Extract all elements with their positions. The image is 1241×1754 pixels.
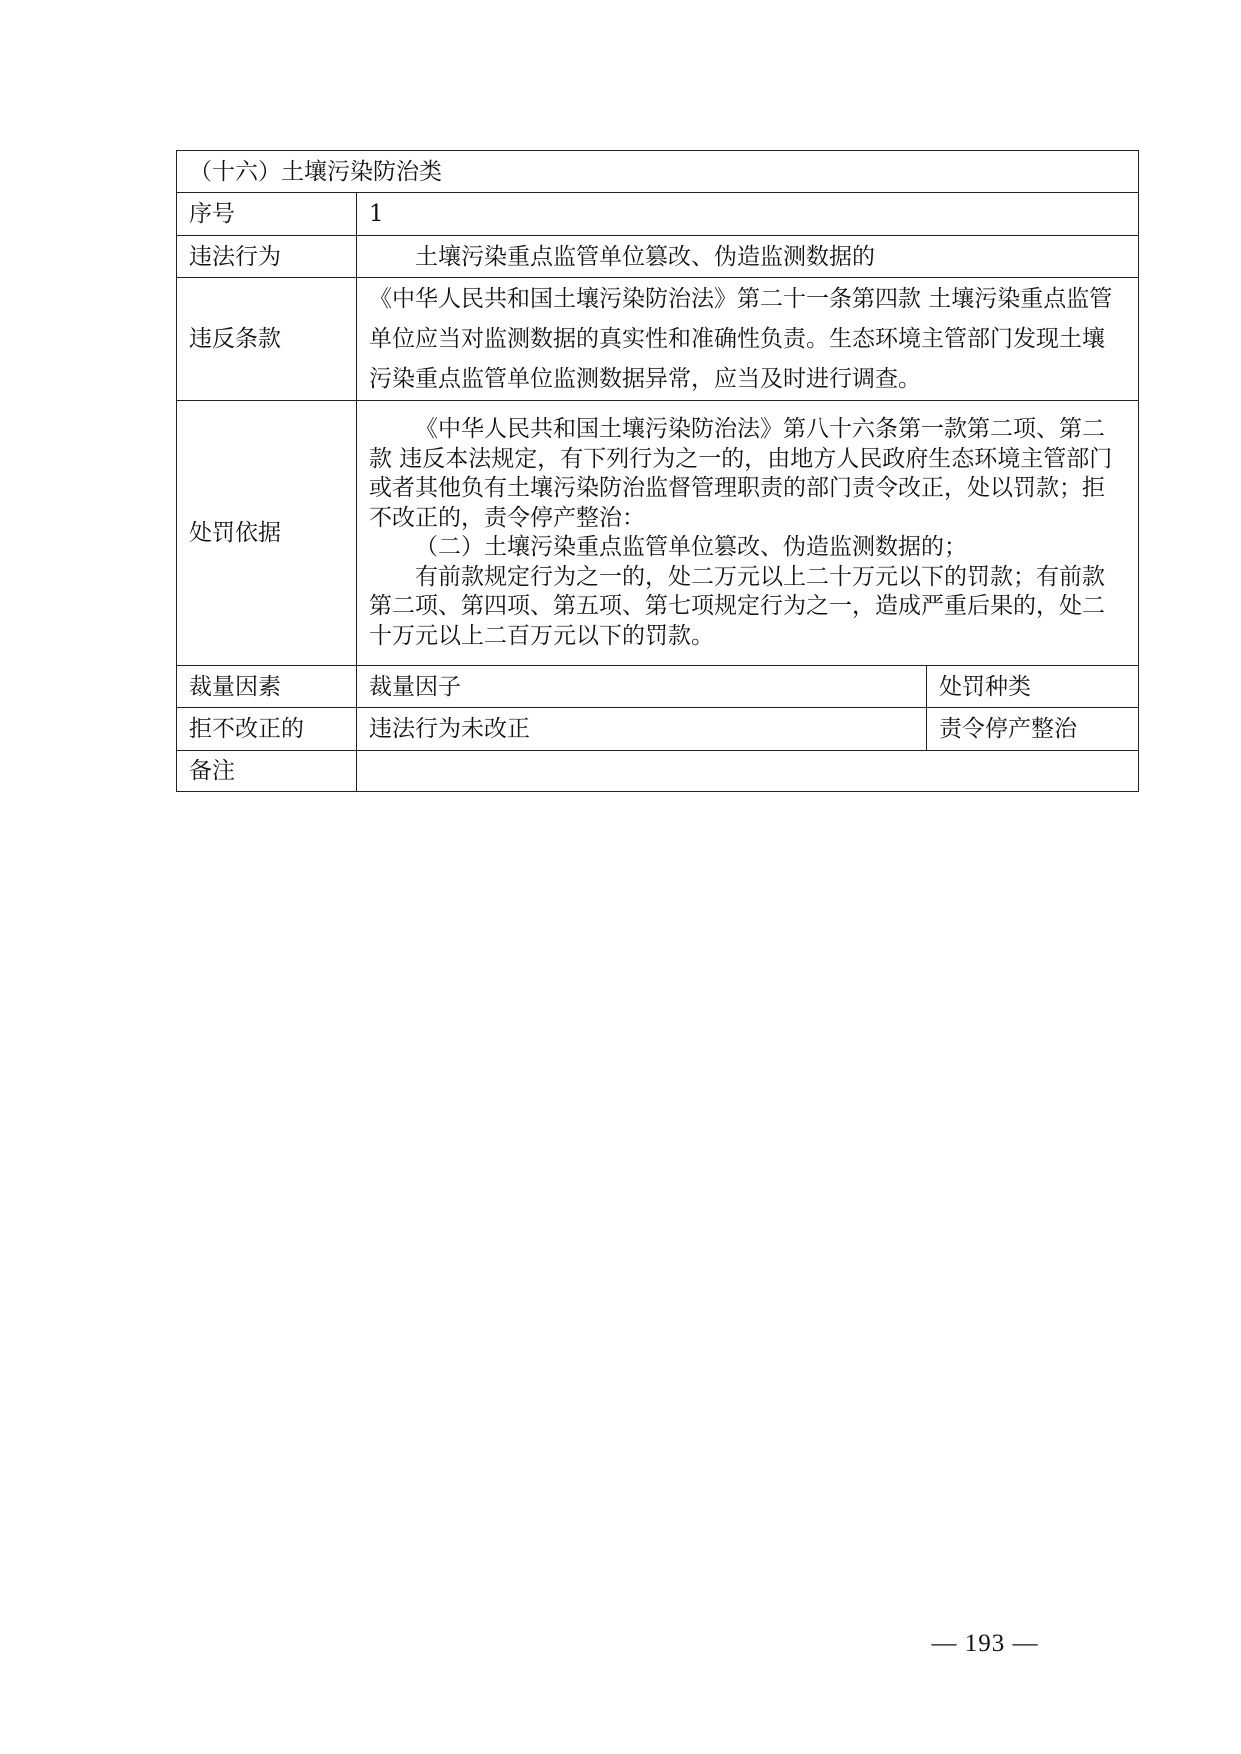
- note-row: [177, 751, 1139, 792]
- article-value: 《中华人民共和国土壤污染防治法》第二十一条第四款 土壤污染重点监管单位应当对监测数据的真实性和准确性负责。生态环境主管部门发现土壤污染重点监管单位监测数据异常，应当及时进行调查。: [357, 278, 1139, 401]
- discretion-label: 裁量因素: [177, 666, 357, 708]
- seq-label: 序号: [177, 193, 357, 236]
- note-label: 备注: [177, 751, 357, 792]
- article-label: 违反条款: [177, 278, 357, 401]
- refuse-row: [177, 708, 1139, 751]
- penalty-table: [176, 150, 1139, 792]
- factor-header: 裁量因子: [357, 666, 927, 708]
- basis-value: [357, 401, 1139, 666]
- refuse-factor: 违法行为未改正: [357, 708, 927, 751]
- seq-row: [177, 193, 1139, 236]
- violation-row: [177, 236, 1139, 278]
- basis-label: 处罚依据: [177, 401, 357, 666]
- basis-paragraph: 有前款规定行为之一的，处二万元以上二十万元以下的罚款；有前款第二项、第四项、第五项、第七项规定行为之一，造成严重后果的，处二十万元以上二百万元以下的罚款。: [369, 563, 1105, 649]
- page-number: — 193 —: [931, 1630, 1039, 1657]
- article-row: [177, 278, 1139, 401]
- category-title: （十六）土壤污染防治类: [177, 151, 1139, 193]
- violation-label: 违法行为: [177, 236, 357, 278]
- refuse-label: 拒不改正的: [177, 708, 357, 751]
- refuse-penalty: 责令停产整治: [927, 708, 1139, 751]
- violation-value: 土壤污染重点监管单位篡改、伪造监测数据的: [357, 236, 1139, 278]
- basis-paragraph: （二）土壤污染重点监管单位篡改、伪造监测数据的；: [415, 534, 967, 560]
- basis-row: [177, 401, 1139, 666]
- basis-paragraph: 《中华人民共和国土壤污染防治法》第八十六条第一款第二项、第二款 违反本法规定，有下列行为之一的，由地方人民政府生态环境主管部门或者其他负有土壤污染防治监督管理职责的部门责令改正，处以罚款；拒不改正的，责令停产整治：: [369, 416, 1113, 531]
- penalty-type-header: 处罚种类: [927, 666, 1139, 708]
- category-row: [177, 151, 1139, 193]
- note-value: [357, 751, 1139, 792]
- seq-value: 1: [357, 193, 1139, 236]
- discretion-row: [177, 666, 1139, 708]
